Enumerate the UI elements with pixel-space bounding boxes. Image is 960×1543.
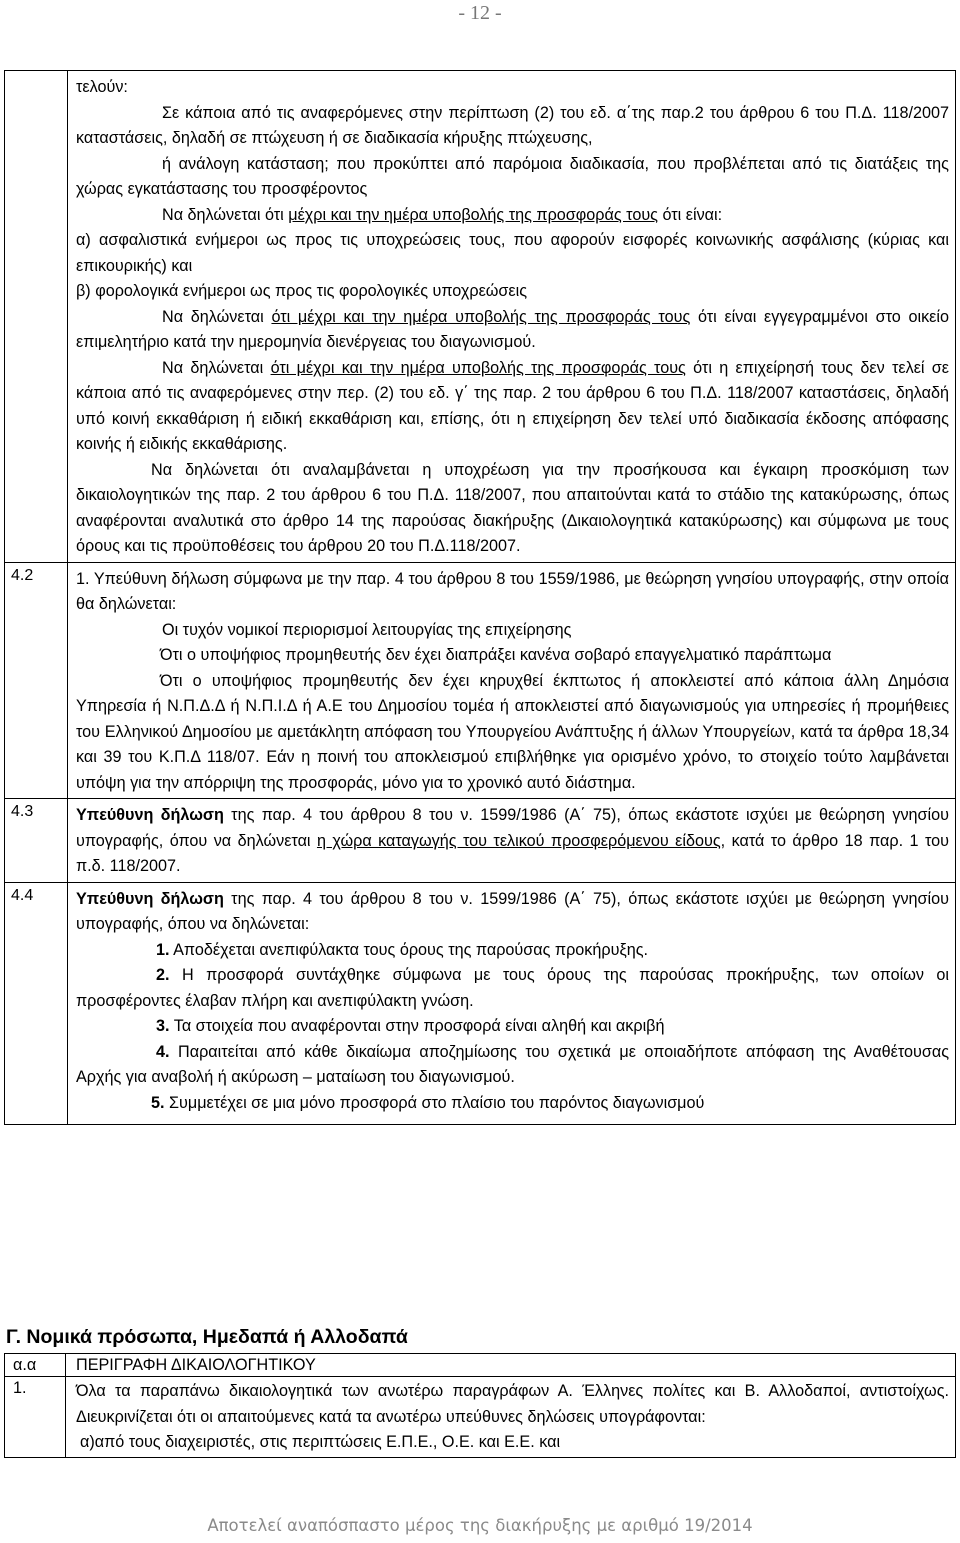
text: ότι η επιχείρησή τους δεν τελεί σε κάποια από τις αναφερόμενες στην περ. (2) του εδ. γ΄ της παρ. 2 του άρθρου 6 του Π.Δ. 118/2007 καταστάσεις, δηλαδή υπό κοινή εκκαθάριση ή ειδική εκκαθάριση και, επίσης, ότι η επιχείρηση δεν τελεί υπό διαδικασία έκδοσης απόφασης κοινής ή ειδικής εκκαθάρισης.	[76, 358, 949, 453]
table-row	[5, 71, 956, 563]
text: ότι είναι:	[658, 205, 723, 224]
page-footer: Αποτελεί αναπόσπαστο μέρος της διακήρυξης με αριθμό 19/2014	[207, 1516, 753, 1535]
header-description: ΠΕΡΙΓΡΑΦΗ ΔΙΚΑΙΟΛΟΓΗΤΙΚΟΥ	[66, 1354, 956, 1377]
list-item	[76, 1014, 949, 1040]
bold-text: Υπεύθυνη δήλωση	[76, 889, 224, 908]
header-number: α.α	[5, 1354, 66, 1377]
text: Να δηλώνεται	[162, 307, 272, 326]
item-text: Τα στοιχεία που αναφέρονται στην προσφορά είναι αληθή και ακριβή	[169, 1017, 665, 1035]
row-number: 4.3	[5, 799, 68, 883]
page-number: - 12 -	[458, 2, 502, 24]
item-number: 3.	[156, 1017, 170, 1035]
paragraph	[76, 203, 949, 229]
text: Να δηλώνεται ότι	[162, 205, 289, 224]
paragraph	[76, 305, 949, 356]
paragraph: τελούν:	[76, 78, 128, 96]
bold-text: Υπεύθυνη δήλωση	[76, 806, 224, 824]
row-content	[68, 71, 956, 563]
row-number: 1.	[5, 1377, 66, 1458]
table-row	[5, 799, 956, 883]
paragraph	[76, 803, 949, 880]
item-text: Αποδέχεται ανεπιφύλακτα τους όρους της παρούσας προκήρυξης.	[169, 940, 648, 959]
paragraph: Όλα τα παραπάνω δικαιολογητικά των ανωτέρω παραγράφων Α. Έλληνες πολίτες και Β. Αλλοδαποί, αντιστοίχως. Διευκρινίζεται ότι οι απαιτούμενες κατά τα ανωτέρω υπεύθυνες δηλώσεις υπογράφονται:	[76, 1382, 949, 1426]
row-number: 4.2	[5, 562, 68, 799]
table-row	[5, 1377, 956, 1458]
documents-table	[4, 1353, 956, 1458]
list-item	[76, 1040, 949, 1091]
list-item	[76, 1091, 949, 1123]
item-text: Συμμετέχει σε μια μόνο προσφορά στο πλαίσιο του παρόντος διαγωνισμού	[164, 1093, 705, 1112]
row-content	[68, 882, 956, 1125]
item-number: 2.	[156, 966, 170, 984]
paragraph: ή ανάλογη κατάσταση; που προκύπτει από παρόμοια διαδικασία, που προβλέπεται από τις διατάξεις της χώρας εγκατάστασης του προσφέροντος	[76, 154, 949, 198]
text: , κατά το άρθρο 18 παρ. 1 του π.δ. 118/2007.	[76, 831, 949, 875]
text: της παρ. 4 του άρθρου 8 του ν. 1599/1986 (Α΄ 75), όπως εκάστοτε ισχύει με θεώρηση γνησίου υπογραφής, όπου να δηλώνεται:	[76, 889, 950, 933]
underlined-text: μέχρι και την ημέρα υποβολής της προσφοράς τους	[288, 205, 658, 224]
text: της παρ. 4 του άρθρου 8 του ν. 1599/1986 (Α΄ 75), όπως εκάστοτε ισχύει με θεώρηση γνησίου υπογραφής, όπου να δηλώνεται	[76, 806, 950, 850]
table-row	[5, 562, 956, 799]
list-item	[76, 938, 949, 964]
item-text: Η προσφορά συντάχθηκε σύμφωνα με τους όρους της παρούσας προκήρυξης, των οποίων οι προσφέροντες έλαβαν πλήρη και ανεπιφύλακτη γνώση.	[76, 966, 949, 1010]
row-number: 4.4	[5, 882, 68, 1125]
paragraph: β) φορολογικά ενήμεροι ως προς τις φορολογικές υποχρεώσεις	[76, 282, 528, 300]
paragraph: Σε κάποια από τις αναφερόμενες στην περίπτωση (2) του εδ. α΄της παρ.2 του άρθρου 6 του Π.Δ. 118/2007 καταστάσεις, δηλαδή σε πτώχευση ή σε διαδικασία κήρυξης πτώχευσης,	[76, 103, 949, 147]
item-text: Παραιτείται από κάθε δικαίωμα αποζημίωσης του σχετικά με οποιαδήποτε απόφαση της Αναθέτουσας Αρχής για αναβολή ή ακύρωση – ματαίωση του διαγωνισμού.	[76, 1042, 949, 1086]
paragraph: Ότι ο υποψήφιος προμηθευτής δεν έχει κηρυχθεί έκπτωτος ή αποκλειστεί από κάποια άλλη Δημόσια Υπηρεσία ή Ν.Π.Δ.Δ ή Ν.Π.Ι.Δ ή Α.Ε του Δημοσίου τομέα ή αποκλειστεί από διαγωνισμούς για υπηρεσίες ή προμήθειες του Ελληνικού Δημοσίου με αμετάκλητη απόφαση του Υπουργείου Ανάπτυξης ή άλλων Υπουργείων, κατά τα άρθρα 18,34 και 39 του Κ.Π.Δ 118/07. Εάν η ποινή του αποκλεισμού επιβλήθηκε για ορισμένο χρόνο, το στοιχείο τούτο λαμβάνεται υπόψη για την απόρριψη της προσφοράς, μόνο για το χρονικό αυτό διάστημα.	[76, 671, 949, 792]
row-content	[68, 562, 956, 799]
list-item	[76, 963, 949, 1014]
underlined-text: ότι μέχρι και την ημέρα υποβολής της προσφοράς τους	[271, 307, 691, 326]
paragraph	[76, 887, 949, 938]
paragraph: α) ασφαλιστικά ενήμεροι ως προς τις υποχρεώσεις τους, που αφορούν εισφορές κοινωνικής ασφάλισης (κύριας και επικουρικής) και	[76, 231, 949, 275]
row-content	[66, 1377, 956, 1458]
paragraph: 1. Υπεύθυνη δήλωση σύμφωνα με την παρ. 4 του άρθρου 8 του 1559/1986, με θεώρηση γνησίου υπογραφής, στην οποία θα δηλώνεται:	[76, 569, 949, 613]
item-number: 4.	[156, 1042, 170, 1061]
item-number: 5.	[151, 1093, 165, 1112]
section-heading: Γ. Νομικά πρόσωπα, Ημεδαπά ή Αλλοδαπά	[6, 1326, 408, 1348]
underlined-text: ότι μέχρι και την ημέρα υποβολής της προσφοράς τους	[270, 358, 686, 377]
item-number: 1.	[156, 940, 170, 959]
row-content	[68, 799, 956, 883]
paragraph: α)από τους διαχειριστές, στις περιπτώσεις Ε.Π.Ε., Ο.Ε. και Ε.Ε. και	[80, 1433, 561, 1451]
text: Να δηλώνεται	[162, 358, 271, 377]
table-header-row	[5, 1354, 956, 1377]
underlined-text: η χώρα καταγωγής του τελικού προσφερόμενου είδους	[316, 831, 721, 850]
table-row	[5, 882, 956, 1125]
row-number	[5, 71, 68, 563]
paragraph	[76, 356, 949, 458]
paragraph: Οι τυχόν νομικοί περιορισμοί λειτουργίας της επιχείρησης	[162, 620, 572, 639]
paragraph: Να δηλώνεται ότι αναλαμβάνεται η υποχρέωση για την προσήκουσα και έγκαιρη προσκόμιση των δικαιολογητικών της παρ. 2 του άρθρου 6 του Π.Δ. 118/2007, που απαιτούνται κατά το στάδιο της κατακύρωσης, όπως αναφέρονται αναλυτικά στο άρθρο 14 της παρούσας διακήρυξης (Δικαιολογητικά κατακύρωσης) και σύμφωνα με τους όρους και τις προϋποθέσεις του άρθρου 20 του Π.Δ.118/2007.	[76, 460, 949, 555]
text: ότι είναι εγγεγραμμένοι στο οικείο επιμελητήριο κατά την ημερομηνία διενέργειας του διαγωνισμού.	[76, 307, 950, 351]
requirements-table	[4, 70, 956, 1125]
paragraph: Ότι ο υποψήφιος προμηθευτής δεν έχει διαπράξει κανένα σοβαρό επαγγελματικό παράπτωμα	[160, 646, 832, 664]
